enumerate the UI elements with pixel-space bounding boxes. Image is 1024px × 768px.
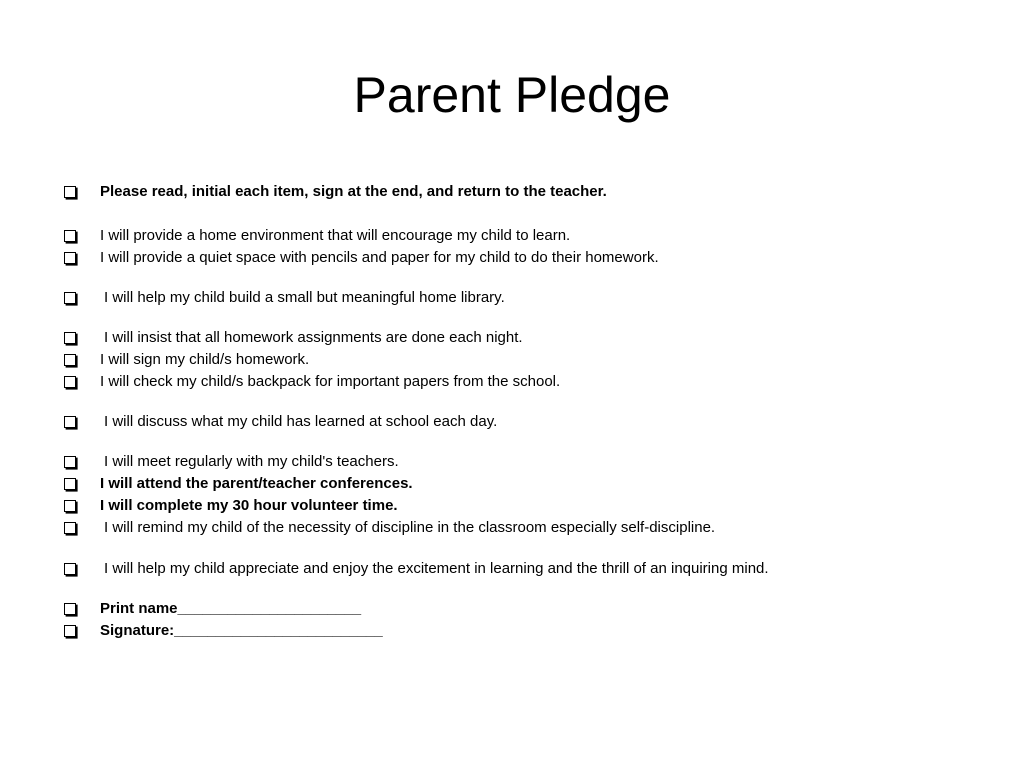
checkbox-icon[interactable] bbox=[64, 478, 76, 490]
signature-label: Signature:_________________________ bbox=[100, 622, 383, 639]
checkbox-icon[interactable] bbox=[64, 603, 76, 615]
checkbox-icon[interactable] bbox=[64, 522, 76, 534]
pledge-item-text: I will complete my 30 hour volunteer time. bbox=[100, 497, 398, 514]
pledge-item-text: I will provide a quiet space with pencils and paper for my child to do their homework. bbox=[100, 249, 659, 266]
checkbox-icon[interactable] bbox=[64, 416, 76, 428]
checkbox-icon[interactable] bbox=[64, 500, 76, 512]
pledge-item-text: I will attend the parent/teacher conferences. bbox=[100, 475, 413, 492]
signature-field bbox=[64, 620, 383, 642]
pledge-item-text: I will provide a home environment that will encourage my child to learn. bbox=[100, 227, 571, 244]
print-name-label: Print name______________________ bbox=[100, 600, 362, 617]
checkbox-icon[interactable] bbox=[64, 563, 76, 575]
pledge-item-home-library bbox=[64, 287, 505, 309]
pledge-item-instructions bbox=[64, 181, 607, 203]
pledge-item-text: I will remind my child of the necessity of discipline in the classroom especially self-discipline. bbox=[104, 519, 716, 536]
pledge-item-check-backpack bbox=[64, 371, 560, 393]
pledge-item-inquiring-mind bbox=[64, 558, 769, 580]
checkbox-icon[interactable] bbox=[64, 292, 76, 304]
pledge-item-homework-nightly bbox=[64, 327, 523, 349]
pledge-item-volunteer-time bbox=[64, 495, 398, 517]
pledge-item-discuss-learning bbox=[64, 411, 497, 433]
pledge-item-text: I will sign my child/s homework. bbox=[100, 351, 310, 368]
pledge-item-text: I will insist that all homework assignments are done each night. bbox=[104, 329, 523, 346]
pledge-item-text: I will discuss what my child has learned at school each day. bbox=[104, 413, 498, 430]
pledge-item-text: I will help my child appreciate and enjoy the excitement in learning and the thrill of an inquiring mind. bbox=[104, 560, 769, 577]
checkbox-icon[interactable] bbox=[64, 186, 76, 198]
pledge-item-text: I will help my child build a small but meaningful home library. bbox=[104, 289, 505, 306]
pledge-item-meet-teachers bbox=[64, 451, 399, 473]
checkbox-icon[interactable] bbox=[64, 230, 76, 242]
pledge-item-text: I will check my child/s backpack for important papers from the school. bbox=[100, 373, 561, 390]
pledge-item-discipline bbox=[64, 517, 715, 539]
pledge-item-quiet-space bbox=[64, 247, 659, 269]
pledge-item-text: I will meet regularly with my child's teachers. bbox=[104, 453, 399, 470]
checkbox-icon[interactable] bbox=[64, 332, 76, 344]
checkbox-icon[interactable] bbox=[64, 376, 76, 388]
checkbox-icon[interactable] bbox=[64, 625, 76, 637]
pledge-item-home-environment bbox=[64, 225, 570, 247]
print-name-field bbox=[64, 598, 361, 620]
pledge-item-sign-homework bbox=[64, 349, 309, 371]
page-title: Parent Pledge bbox=[353, 67, 671, 123]
checkbox-icon[interactable] bbox=[64, 456, 76, 468]
checkbox-icon[interactable] bbox=[64, 354, 76, 366]
checkbox-icon[interactable] bbox=[64, 252, 76, 264]
pledge-item-text: Please read, initial each item, sign at the end, and return to the teacher. bbox=[100, 183, 607, 200]
pledge-item-conferences bbox=[64, 473, 413, 495]
